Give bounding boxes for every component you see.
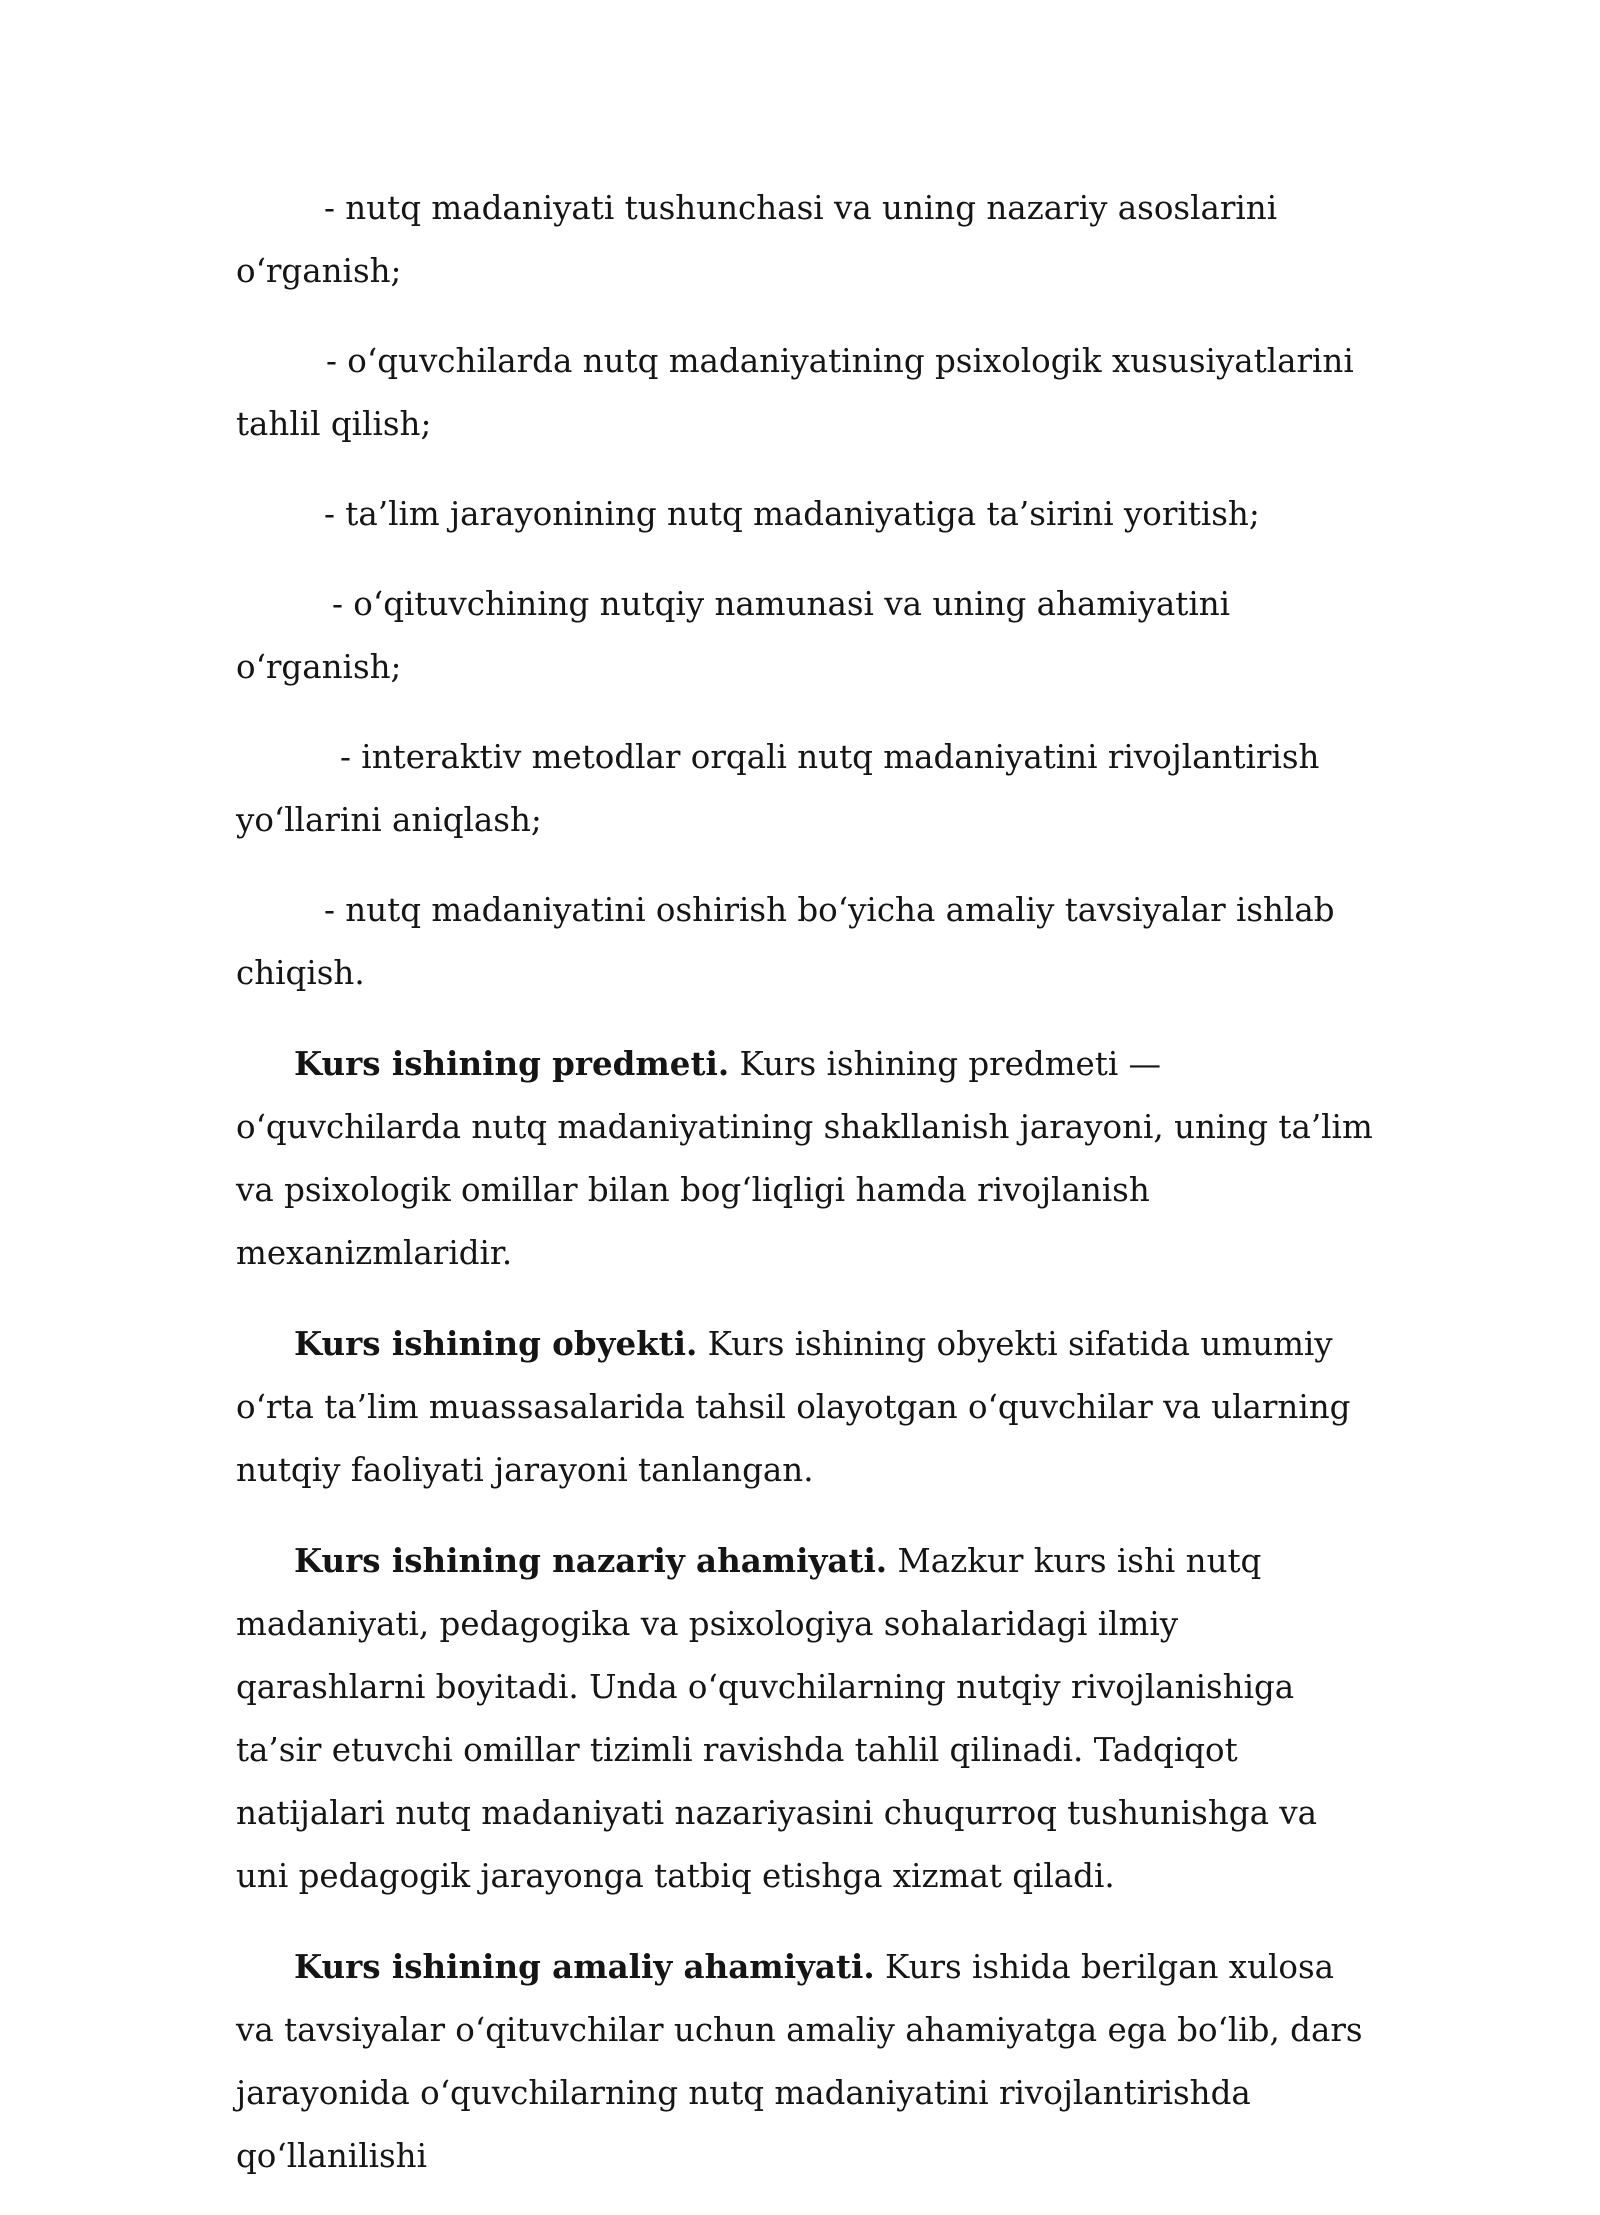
object-paragraph <box>236 1312 1376 1502</box>
theoretical-significance-text: Mazkur kurs ishi nutq madaniyati, pedagogika va psixologiya sohalaridagi ilmiy qarashlarni boyitadi. Unda o‘quvchilarning nutqiy rivojlanishiga ta’sir etuvchi omillar tizimli ravishda tahlil qilinadi. Tadqiqot natijalari nutq madaniyati nazariyasini chuqurroq tushunishga va uni pedagogik jarayonga tatbiq etishga xizmat qiladi. <box>236 1542 1318 1895</box>
subject-heading: Kurs ishining predmeti. <box>294 1044 730 1083</box>
task-item: - nutq madaniyati tushunchasi va uning nazariy asoslarini o‘rganish; <box>236 189 1278 290</box>
object-text: Kurs ishining obyekti sifatida umumiy o‘rta ta’lim muassasalarida tahsil olayotgan o‘quvchilar va ularning nutqiy faoliyati jarayoni tanlangan. <box>236 1325 1351 1489</box>
subject-text: Kurs ishining predmeti — o‘quvchilarda nutq madaniyatining shakllanish jarayoni, uning ta’lim va psixologik omillar bilan bog‘liqligi hamda rivojlanish mexanizmlaridir. <box>236 1045 1373 1272</box>
task-item: - nutq madaniyatini oshirish bo‘yicha amaliy tavsiyalar ishlab chiqish. <box>236 891 1335 992</box>
practical-significance-text: Kurs ishida berilgan xulosa va tavsiyalar o‘qituvchilar uchun amaliy ahamiyatga ega bo‘lib, dars jarayonida o‘quvchilarning nutq madaniyatini rivojlantirishda qo‘llanilishi <box>236 1948 1363 2175</box>
subject-paragraph <box>236 1032 1376 1285</box>
task-item: - o‘quvchilarda nutq madaniyatining psixologik xususiyatlarini tahlil qilish; <box>236 342 1354 443</box>
task-item: - interaktiv metodlar orqali nutq madaniyatini rivojlantirish yo‘llarini aniqlash; <box>236 738 1320 839</box>
practical-significance-paragraph <box>236 1935 1376 2188</box>
theoretical-significance-paragraph <box>236 1529 1376 1908</box>
task-item: - o‘qituvchining nutqiy namunasi va uning ahamiyatini o‘rganish; <box>236 585 1231 686</box>
task-item: - ta’lim jarayonining nutq madaniyatiga ta’sirini yoritish; <box>324 495 1260 533</box>
theoretical-significance-heading: Kurs ishining nazariy ahamiyati. <box>294 1541 888 1580</box>
practical-significance-heading: Kurs ishining amaliy ahamiyati. <box>294 1947 875 1986</box>
document-body <box>236 177 1376 2215</box>
object-heading: Kurs ishining obyekti. <box>294 1324 698 1363</box>
